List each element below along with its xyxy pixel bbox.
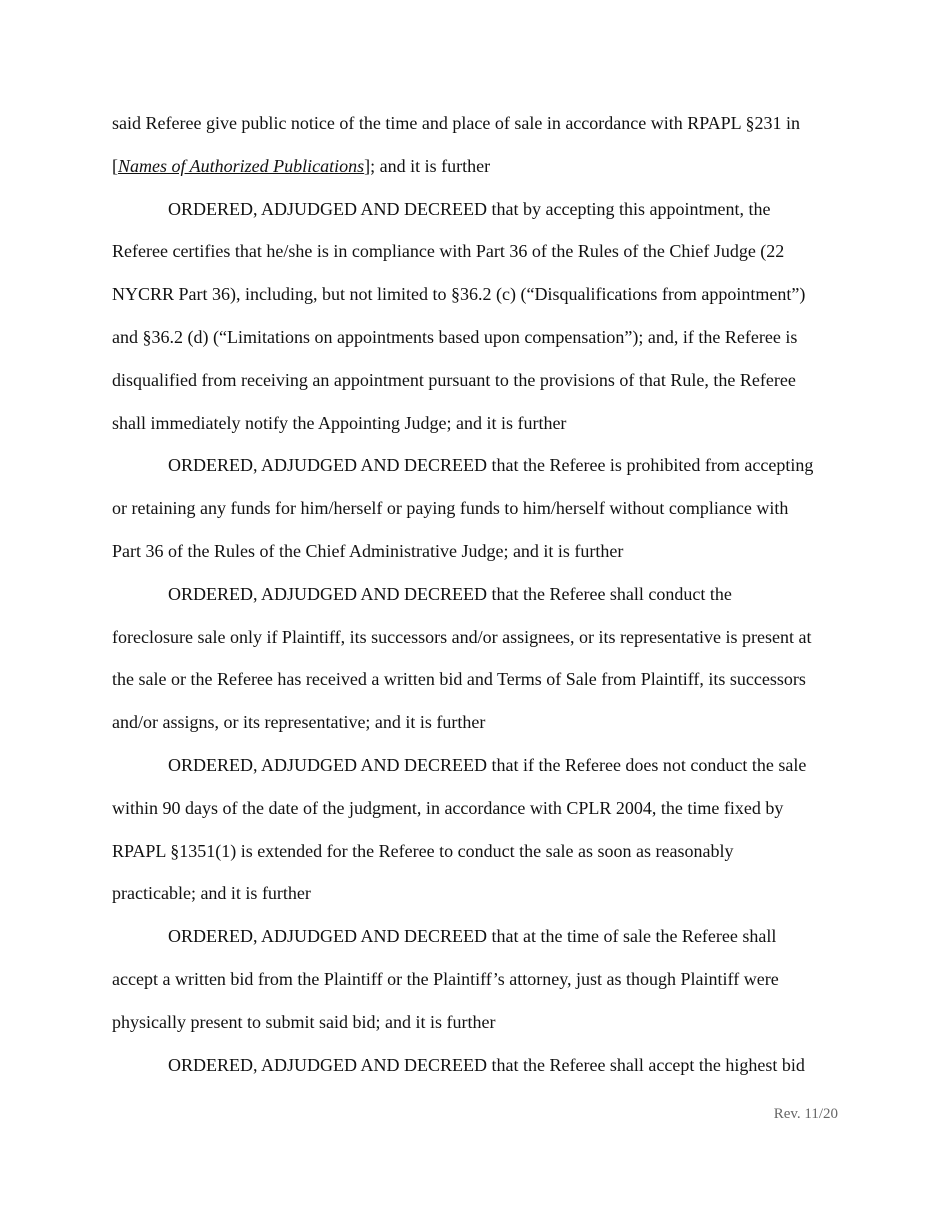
- text-line: shall immediately notify the Appointing Judge; and it is further: [112, 412, 567, 433]
- text-line: [112, 145, 842, 188]
- authorized-publications-placeholder: Names of Authorized Publications: [118, 155, 365, 176]
- text-line: ORDERED, ADJUDGED AND DECREED that the Referee shall conduct the: [168, 583, 732, 604]
- text-line: ORDERED, ADJUDGED AND DECREED that at the time of sale the Referee shall: [168, 926, 777, 947]
- text-line: NYCRR Part 36), including, but not limited to §36.2 (c) (“Disqualifications from appointment”): [112, 284, 806, 305]
- text-line: and/or assigns, or its representative; and it is further: [112, 712, 486, 733]
- text-line: RPAPL §1351(1) is extended for the Referee to conduct the sale as soon as reasonably: [112, 840, 734, 861]
- text-line: Part 36 of the Rules of the Chief Administrative Judge; and it is further: [112, 540, 624, 561]
- ordered-paragraph-time-extension: [112, 744, 842, 915]
- text-line: foreclosure sale only if Plaintiff, its successors and/or assignees, or its representative is present at: [112, 626, 812, 647]
- text-line: ORDERED, ADJUDGED AND DECREED that if the Referee does not conduct the sale: [168, 754, 807, 775]
- ordered-paragraph-conduct-sale: [112, 573, 842, 744]
- text-line: ORDERED, ADJUDGED AND DECREED that the Referee shall accept the highest bid: [168, 1054, 805, 1075]
- text-line: physically present to submit said bid; and it is further: [112, 1011, 496, 1032]
- bracket-close-text: ]; and it is further: [364, 155, 491, 176]
- text-line: said Referee give public notice of the time and place of sale in accordance with RPAPL §231 in: [112, 113, 800, 133]
- text-line: and §36.2 (d) (“Limitations on appointments based upon compensation”); and, if the Referee is: [112, 326, 798, 347]
- text-line: within 90 days of the date of the judgment, in accordance with CPLR 2004, the time fixed by: [112, 797, 784, 818]
- text-line: practicable; and it is further: [112, 883, 311, 904]
- ordered-paragraph-highest-bid: [112, 1044, 842, 1087]
- text-line: ORDERED, ADJUDGED AND DECREED that by accepting this appointment, the: [168, 198, 771, 219]
- revision-footer: Rev. 11/20: [773, 1106, 838, 1122]
- ordered-paragraph-part36-certification: [112, 188, 842, 445]
- text-line: or retaining any funds for him/herself or paying funds to him/herself without compliance with: [112, 498, 789, 519]
- text-line: disqualified from receiving an appointment pursuant to the provisions of that Rule, the Referee: [112, 369, 796, 390]
- opening-paragraph: [112, 102, 842, 188]
- text-line: accept a written bid from the Plaintiff or the Plaintiff’s attorney, just as though Plaintiff were: [112, 968, 779, 989]
- text-line: Referee certifies that he/she is in compliance with Part 36 of the Rules of the Chief Judge (22: [112, 241, 785, 262]
- ordered-paragraph-written-bid: [112, 915, 842, 1043]
- text-line: ORDERED, ADJUDGED AND DECREED that the Referee is prohibited from accepting: [168, 455, 814, 476]
- text-line: the sale or the Referee has received a written bid and Terms of Sale from Plaintiff, its successors: [112, 669, 806, 690]
- ordered-paragraph-funds-prohibition: [112, 444, 842, 572]
- bracket-open: [: [112, 155, 118, 176]
- document-body: [112, 102, 842, 1086]
